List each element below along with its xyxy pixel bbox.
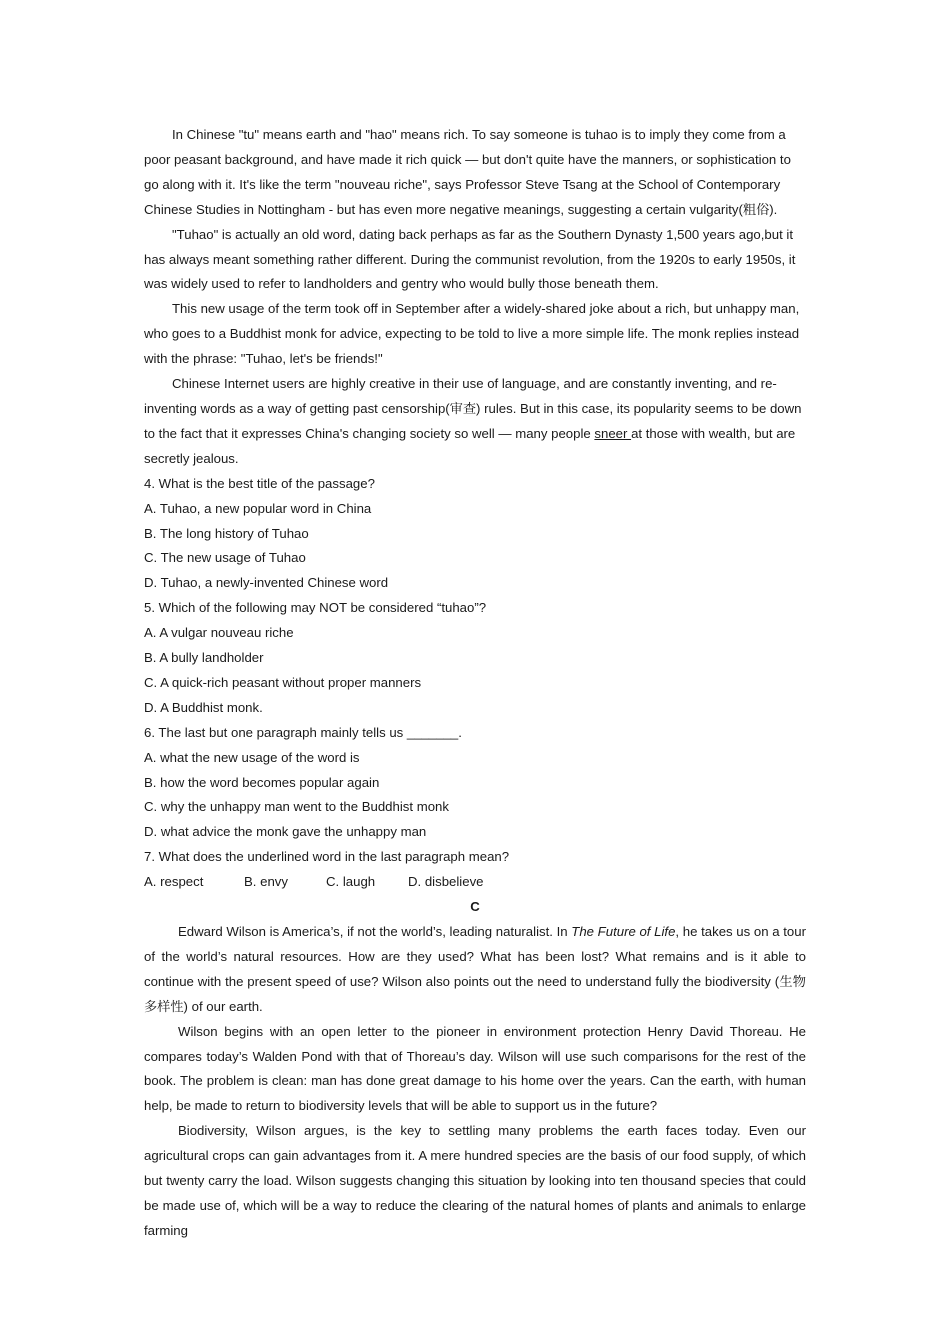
question-5-option-b: B. A bully landholder bbox=[144, 650, 264, 666]
question-7-options bbox=[144, 870, 806, 895]
question-7-option-b: B. envy bbox=[244, 874, 288, 890]
question-7-option-a: A. respect bbox=[144, 874, 204, 890]
question-4-option-a: A. Tuhao, a new popular word in China bbox=[144, 500, 372, 516]
passage-c-paragraph-1 bbox=[144, 920, 806, 1020]
passage-c-paragraph-2: Wilson begins with an open letter to the pioneer in environment protection Henry David Thoreau. He compares today’s Walden Pond with that of Thoreau’s day. Wilson will use such comparisons for the rest of the book. The problem is clean: man has done great damage to his home over the years. Can the earth, with human help, be made to return to biodiversity levels that will be able to support us in the future? bbox=[144, 1023, 806, 1114]
question-4-option-b: B. The long history of Tuhao bbox=[144, 525, 309, 541]
question-5-option-c: C. A quick-rich peasant without proper manners bbox=[144, 674, 422, 690]
underlined-word-sneer: sneer bbox=[594, 425, 632, 441]
question-7-option-d: D. disbelieve bbox=[408, 874, 484, 890]
question-4-option-d: D. Tuhao, a newly-invented Chinese word bbox=[144, 575, 389, 591]
passage-b-paragraph-2: "Tuhao" is actually an old word, dating back perhaps as far as the Southern Dynasty 1,500 years ago,but it has always meant something rather different. During the communist revolution, from the 1920s to early 1950s, it was widely used to refer to landholders and gentry who would bully those beneath them. bbox=[144, 226, 796, 292]
question-6-option-d: D. what advice the monk gave the unhappy man bbox=[144, 824, 427, 840]
question-6-option-c: C. why the unhappy man went to the Buddhist monk bbox=[144, 799, 449, 815]
question-7-option-c: C. laugh bbox=[326, 874, 376, 890]
paragraph-4-text-start: Chinese Internet users are highly creative in their use of language, and are constantly inventing, and re-inventing words as a way of getting past censorship(审查) rules. But in this case, its popularity seems to be down to the fact that it expresses China's changing society so well — many people bbox=[144, 376, 802, 441]
passage-b-paragraph-1: In Chinese "tu" means earth and "hao" means rich. To say someone is tuhao is to imply they come from a poor peasant background, and have made it rich quick — but don't quite have the manners, or sophistication to go along with it. It's like the term "nouveau riche", says Professor Steve Tsang at the School of Contemporary Chinese Studies in Nottingham - but has even more negative meanings, suggesting a certain vulgarity(粗俗). bbox=[144, 127, 791, 217]
passage-c-p1-text-end: , he takes us on a tour of the world’s natural resources. How are they used? What has been lost? What remains and is it able to continue with the present speed of use? Wilson also points out the need to understand fully the biodiversity (生物多样性) of our earth. bbox=[144, 924, 806, 1014]
question-5-option-a: A. A vulgar nouveau riche bbox=[144, 625, 294, 641]
passage-b-paragraph-3: This new usage of the term took off in September after a widely-shared joke about a rich, but unhappy man, who goes to a Buddhist monk for advice, expecting to be told to live a more simple life. The monk replies instead with the phrase: "Tuhao, let's be friends!" bbox=[144, 301, 800, 367]
question-5-option-d: D. A Buddhist monk. bbox=[144, 699, 263, 715]
paragraph-4-text-end: at those with wealth, but are secretly jealous. bbox=[144, 425, 796, 466]
question-6-option-b: B. how the word becomes popular again bbox=[144, 774, 380, 790]
book-title: The Future of Life bbox=[571, 924, 676, 939]
passage-c-paragraph-3: Biodiversity, Wilson argues, is the key to settling many problems the earth faces today. Even our agricultural crops can gain advantages from it. A mere hundred species are the basis of our food supply, of which but twenty carry the load. Wilson suggests changing this situation by looking into ten thousand species that could be made use of, which will be a way to reduce the clearing of the natural homes of plants and animals to enlarge farming bbox=[144, 1123, 806, 1238]
question-6-stem: 6. The last but one paragraph mainly tells us _______. bbox=[144, 724, 462, 740]
question-4-stem: 4. What is the best title of the passage? bbox=[144, 475, 375, 491]
passage-b-paragraph-4 bbox=[144, 372, 806, 472]
question-4-option-c: C. The new usage of Tuhao bbox=[144, 550, 306, 566]
question-7-stem: 7. What does the underlined word in the last paragraph mean? bbox=[144, 849, 510, 865]
question-5-stem: 5. Which of the following may NOT be considered “tuhao”? bbox=[144, 600, 487, 616]
document-page bbox=[144, 123, 806, 1244]
section-c-title: C bbox=[470, 899, 480, 915]
passage-c-p1-text-start: Edward Wilson is America’s, if not the world’s, leading naturalist. In bbox=[178, 924, 572, 939]
question-6-option-a: A. what the new usage of the word is bbox=[144, 749, 360, 765]
